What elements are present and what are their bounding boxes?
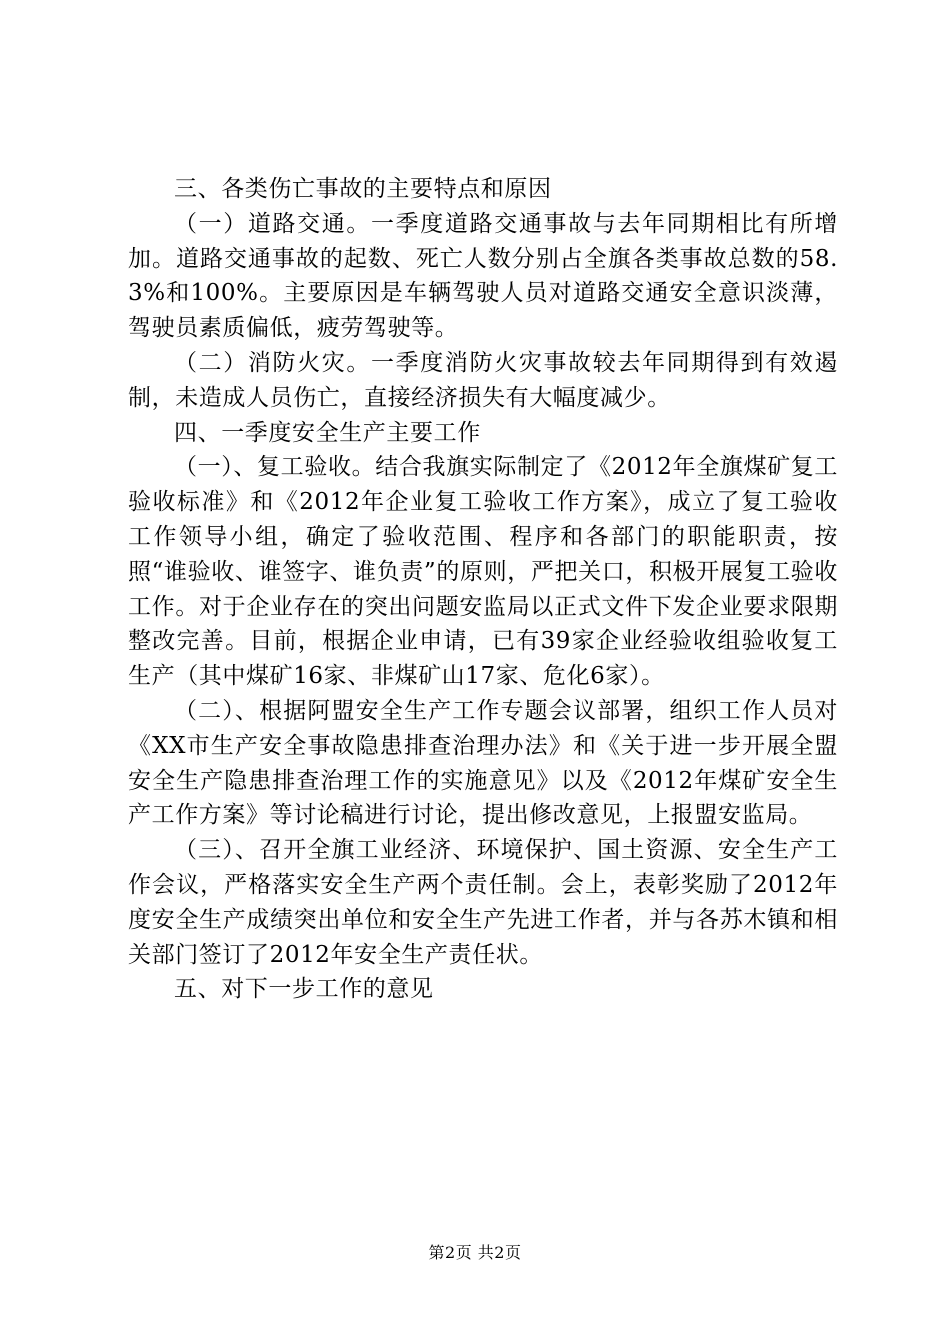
paragraph-resumption-inspection: （一）、复工验收。结合我旗实际制定了《2012年全旗煤矿复工验收标准》和《2012年企业复工验收工作方案》，成立了复工验收工作领导小组，确定了验收范围、程序和各部门的职能职责，按照“谁验收、谁签字、谁负责”的原则，严把关口，积极开展复工验收工作。对于企业存在的突出问题安监局以正式文件下发企业要求限期整改完善。目前，根据企业申请，已有39家企业经验收组验收复工生产（其中煤矿16家、非煤矿山17家、危化6家）。: [128, 454, 838, 690]
document-body: [128, 172, 838, 1007]
paragraph-meeting-deployment: （二）、根据阿盟安全生产工作专题会议部署，组织工作人员对《XX市生产安全事故隐患排查治理办法》和《关于进一步开展全盟安全生产隐患排查治理工作的实施意见》以及《2012年煤矿安全生产工作方案》等讨论稿进行讨论，提出修改意见，上报盟安监局。: [128, 697, 838, 829]
section-heading-3: 三、各类伤亡事故的主要特点和原因: [174, 176, 552, 202]
paragraph-road-traffic: （一）道路交通。一季度道路交通事故与去年同期相比有所增加。道路交通事故的起数、死亡人数分别占全旗各类事故总数的58.3%和100%。主要原因是车辆驾驶人员对道路交通安全意识淡薄，驾驶员素质偏低，疲劳驾驶等。: [128, 210, 838, 342]
page-number-footer: 第2页 共2页: [428, 1243, 522, 1262]
paragraph-work-conference: （三）、召开全旗工业经济、环境保护、国土资源、安全生产工作会议，严格落实安全生产两个责任制。会上，表彰奖励了2012年度安全生产成绩突出单位和安全生产先进工作者，并与各苏木镇和相关部门签订了2012年安全生产责任状。: [128, 837, 838, 968]
section-heading-4: 四、一季度安全生产主要工作: [174, 419, 481, 446]
section-heading-5: 五、对下一步工作的意见: [174, 976, 434, 1003]
paragraph-fire: （二）消防火灾。一季度消防火灾事故较去年同期得到有效遏制，未造成人员伤亡，直接经济损失有大幅度减少。: [128, 349, 838, 411]
